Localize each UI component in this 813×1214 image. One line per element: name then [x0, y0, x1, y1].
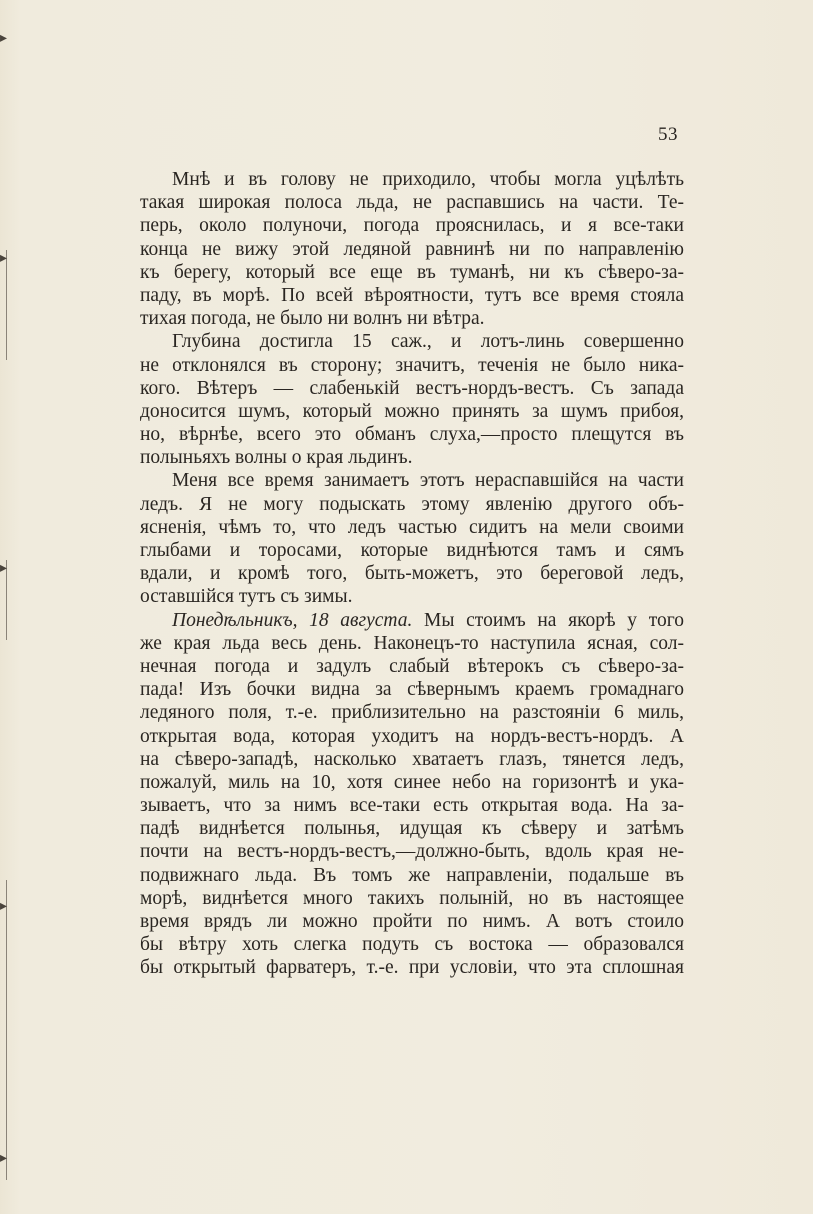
paragraph	[140, 168, 684, 330]
text-line: ледяного поля, т.-е. приблизительно на разстояніи 6 миль,	[140, 702, 684, 724]
text-line: конца не вижу этой ледяной равнинѣ ни по направленію	[140, 238, 684, 260]
paragraph	[140, 469, 684, 608]
text-line: тихая погода, не было ни волнъ ни вѣтра.	[140, 308, 485, 330]
text-line: Меня все время занимаетъ этотъ нераспавшійся на части	[172, 470, 684, 492]
text-line: Глубина достигла 15 саж., и лотъ-линь совершенно	[172, 331, 684, 353]
body-text	[140, 168, 684, 980]
text-line: на сѣверо-западѣ, насколько хватаетъ глазъ, тянется ледъ,	[140, 748, 684, 770]
text-line: паду, въ морѣ. По всей вѣроятности, тутъ все время стояла	[140, 284, 684, 306]
text-line: глыбами и торосами, которые виднѣются тамъ и сямъ	[140, 540, 684, 561]
page-number: 53	[658, 124, 678, 145]
text-line: такая широкая полоса льда, не распавшись на части. Те-	[140, 192, 684, 214]
text-line: оставшійся тутъ съ зимы.	[140, 586, 353, 608]
text-line: вдали, и кромѣ того, быть-можетъ, это береговой ледъ,	[140, 563, 684, 585]
paragraph	[140, 330, 684, 469]
text-line: зываетъ, что за нимъ все-таки есть открытая вода. На за-	[140, 795, 684, 817]
text-line: бы открытый фарватеръ, т.-е. при условіи, что эта сплошная	[140, 957, 684, 979]
text-line: пада! Изъ бочки видна за сѣвернымъ краемъ громаднаго	[140, 679, 684, 701]
binding-tick-mark: ▸	[0, 1151, 8, 1166]
date-heading: Понедѣльникъ, 18 августа.	[172, 609, 413, 631]
text-line: открытая вода, которая уходитъ на нордъ-вестъ-нордъ. А	[140, 725, 684, 747]
binding-tick-mark: ▸	[0, 561, 8, 576]
paragraph	[140, 609, 684, 980]
text-line: бы вѣтру хоть слегка подуть съ востока — образовался	[140, 934, 684, 956]
text-line: морѣ, виднѣется много такихъ полыній, но въ настоящее	[140, 887, 684, 909]
text-line: пожалуй, миль на 10, хотя синее небо на горизонтѣ и ука-	[140, 771, 684, 793]
binding-tick-mark: ▸	[0, 899, 8, 914]
binding-tick-mark: ▸	[0, 31, 8, 46]
text-line: же края льда весь день. Наконецъ-то наступила ясная, сол-	[140, 632, 684, 654]
text-line: кого. Вѣтеръ — слабенькій вестъ-нордъ-вестъ. Съ запада	[140, 377, 684, 399]
text-line: время врядъ ли можно пройти по нимъ. А вотъ стоило	[140, 911, 684, 932]
text-line: ясненія, чѣмъ то, что ледъ частью сидитъ на мели своими	[140, 516, 684, 538]
text-line: ледъ. Я не могу подыскать этому явленію другого объ-	[140, 493, 684, 515]
text-line: почти на вестъ-нордъ-вестъ,—должно-быть, вдоль края не-	[140, 841, 684, 863]
text-line: доносится шумъ, который можно принять за шумъ прибоя,	[140, 400, 684, 422]
text-line: перь, около полуночи, погода прояснилась, и я все-таки	[140, 215, 684, 237]
text-line: падѣ виднѣется полынья, идущая къ сѣверу и затѣмъ	[140, 818, 684, 840]
binding-thread	[6, 880, 7, 1180]
text-line: не отклонялся въ сторону; значитъ, теченія не было ника-	[140, 354, 684, 376]
text-line-rest: Мы стоимъ на якорѣ у того	[424, 609, 684, 631]
binding-edge	[0, 0, 14, 1214]
text-line: но, вѣрнѣе, всего это обманъ слуха,—просто плещутся въ	[140, 424, 684, 446]
text-line	[140, 609, 684, 632]
text-line: къ берегу, который все еще въ туманѣ, ни къ сѣверо-за-	[140, 261, 684, 283]
binding-tick-mark: ▸	[0, 251, 8, 266]
text-line: подвижнаго льда. Въ томъ же направленіи, подальше въ	[140, 864, 684, 886]
text-line: полыньяхъ волны о края льдинъ.	[140, 447, 413, 469]
text-line: Мнѣ и въ голову не приходило, чтобы могла уцѣлѣть	[172, 169, 684, 190]
text-line: нечная погода и задулъ слабый вѣтерокъ съ сѣверо-за-	[140, 655, 684, 677]
